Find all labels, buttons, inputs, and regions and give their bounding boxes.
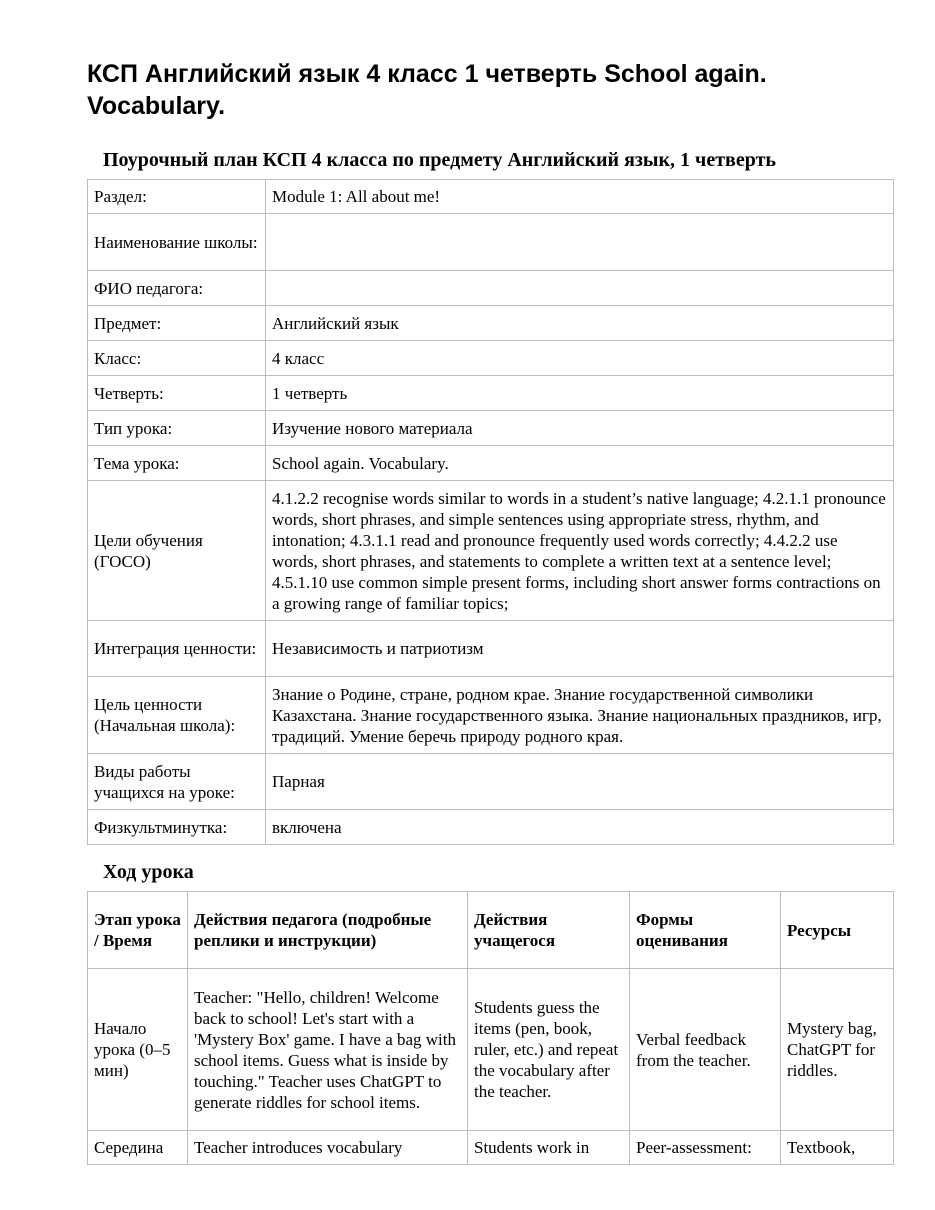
lesson-stage: Середина: [88, 1131, 188, 1165]
info-row: [88, 677, 894, 754]
info-row: [88, 481, 894, 621]
info-row: [88, 180, 894, 214]
info-value: 4 класс: [266, 341, 894, 376]
lesson-flow-table: [87, 891, 894, 1165]
info-row: [88, 376, 894, 411]
info-value: Парная: [266, 754, 894, 810]
info-label: Наименование школы:: [88, 214, 266, 271]
info-label: Раздел:: [88, 180, 266, 214]
info-label: ФИО педагога:: [88, 271, 266, 306]
info-row: [88, 810, 894, 845]
info-label: Тема урока:: [88, 446, 266, 481]
assessment-forms: Peer-assessment:: [630, 1131, 781, 1165]
lesson-stage: Начало урока (0–5 мин): [88, 969, 188, 1131]
header-student-actions: Действия учащегося: [468, 892, 630, 969]
lesson-heading: Ход урока: [103, 861, 194, 883]
info-row: [88, 446, 894, 481]
header-teacher-actions: Действия педагога (подробные реплики и инструкции): [188, 892, 468, 969]
info-label: Цели обучения (ГОСО): [88, 481, 266, 621]
resources: Mystery bag, ChatGPT for riddles.: [781, 969, 894, 1131]
info-label: Физкультминутка:: [88, 810, 266, 845]
info-label: Цель ценности (Начальная школа):: [88, 677, 266, 754]
header-stage: Этап урока / Время: [88, 892, 188, 969]
info-value: Module 1: All about me!: [266, 180, 894, 214]
info-label: Предмет:: [88, 306, 266, 341]
info-row: [88, 754, 894, 810]
header-assessment: Формы оценивания: [630, 892, 781, 969]
lesson-row: [88, 969, 894, 1131]
info-value: 1 четверть: [266, 376, 894, 411]
lesson-row: [88, 1131, 894, 1165]
info-label: Тип урока:: [88, 411, 266, 446]
info-value: Изучение нового материала: [266, 411, 894, 446]
teacher-actions: Teacher: "Hello, children! Welcome back to school! Let's start with a 'Mystery Box' game. I have a bag with school items. Guess what is inside by touching." Teacher uses ChatGPT to generate riddles for school items.: [188, 969, 468, 1131]
resources: Textbook,: [781, 1131, 894, 1165]
info-value: Независимость и патриотизм: [266, 621, 894, 677]
document-title: КСП Английский язык 4 класс 1 четверть School again. Vocabulary.: [87, 60, 767, 120]
info-value: Английский язык: [266, 306, 894, 341]
info-label: Четверть:: [88, 376, 266, 411]
lesson-info-table: [87, 179, 894, 845]
info-label: Виды работы учащихся на уроке:: [88, 754, 266, 810]
info-value: Знание о Родине, стране, родном крае. Знание государственной символики Казахстана. Знание государственного языка. Знание национальных праздников, игр, традиций. Умение беречь природу родного края.: [266, 677, 894, 754]
info-row: [88, 271, 894, 306]
student-actions: Students work in: [468, 1131, 630, 1165]
info-row: [88, 306, 894, 341]
student-actions: Students guess the items (pen, book, ruler, etc.) and repeat the vocabulary after the teacher.: [468, 969, 630, 1131]
info-row: [88, 214, 894, 271]
info-value: включена: [266, 810, 894, 845]
info-label: Интеграция ценности:: [88, 621, 266, 677]
info-row: [88, 341, 894, 376]
teacher-actions: Teacher introduces vocabulary: [188, 1131, 468, 1165]
info-value: School again. Vocabulary.: [266, 446, 894, 481]
info-value: 4.1.2.2 recognise words similar to words in a student’s native language; 4.2.1.1 pronounce words, short phrases, and simple sentences using appropriate stress, rhythm, and intonation; 4.3.1.1 read and pronounce frequently used words correctly; 4.4.2.2 use words, short phrases, and statements to complete a written text at a sentence level; 4.5.1.10 use common simple present forms, including short answer forms contractions on a growing range of familiar topics;: [266, 481, 894, 621]
assessment-forms: Verbal feedback from the teacher.: [630, 969, 781, 1131]
plan-heading: Поурочный план КСП 4 класса по предмету Английский язык, 1 четверть: [103, 149, 776, 171]
info-value: [266, 271, 894, 306]
info-value: [266, 214, 894, 271]
header-resources: Ресурсы: [781, 892, 894, 969]
lesson-header-row: [88, 892, 894, 969]
info-row: [88, 621, 894, 677]
info-row: [88, 411, 894, 446]
info-label: Класс:: [88, 341, 266, 376]
